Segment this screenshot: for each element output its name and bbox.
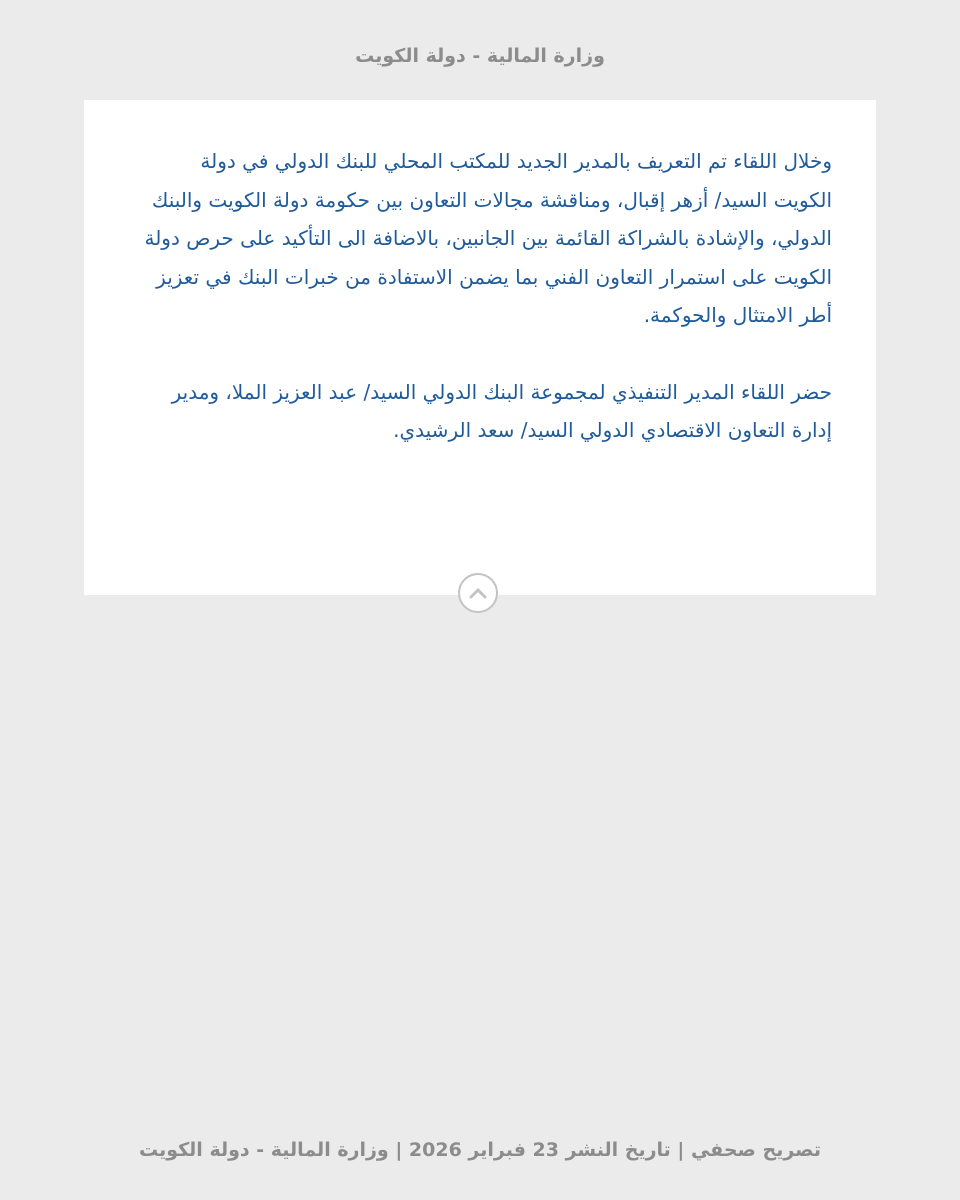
article-card [84, 100, 876, 595]
article-paragraph-1: وخلال اللقاء تم التعريف بالمدير الجديد للمكتب المحلي للبنك الدولي في دولة الكويت السيد/ أزهر إقبال، ومناقشة مجالات التعاون بين حكومة دولة الكويت والبنك الدولي، والإشادة بالشراكة القائمة بين الجانبين، بالاضافة الى التأكيد على حرص دولة الكويت على استمرار التعاون الفني بما يضمن الاستفادة من خبرات البنك في تعزيز أطر الامتثال والحوكمة. [144, 149, 832, 327]
article-paragraph-2: حضر اللقاء المدير التنفيذي لمجموعة البنك الدولي السيد/ عبد العزيز الملا، ومدير إدارة التعاون الاقتصادي الدولي السيد/ سعد الرشيدي. [171, 379, 832, 442]
scroll-to-top-button[interactable] [458, 573, 498, 613]
page-header-title: وزارة المالية - دولة الكويت [355, 45, 605, 67]
article-body [142, 142, 832, 450]
chevron-up-icon [469, 588, 487, 599]
page-footer-text: تصريح صحفي | تاريخ النشر 23 فبراير 2026 | وزارة المالية - دولة الكويت [138, 1139, 822, 1161]
